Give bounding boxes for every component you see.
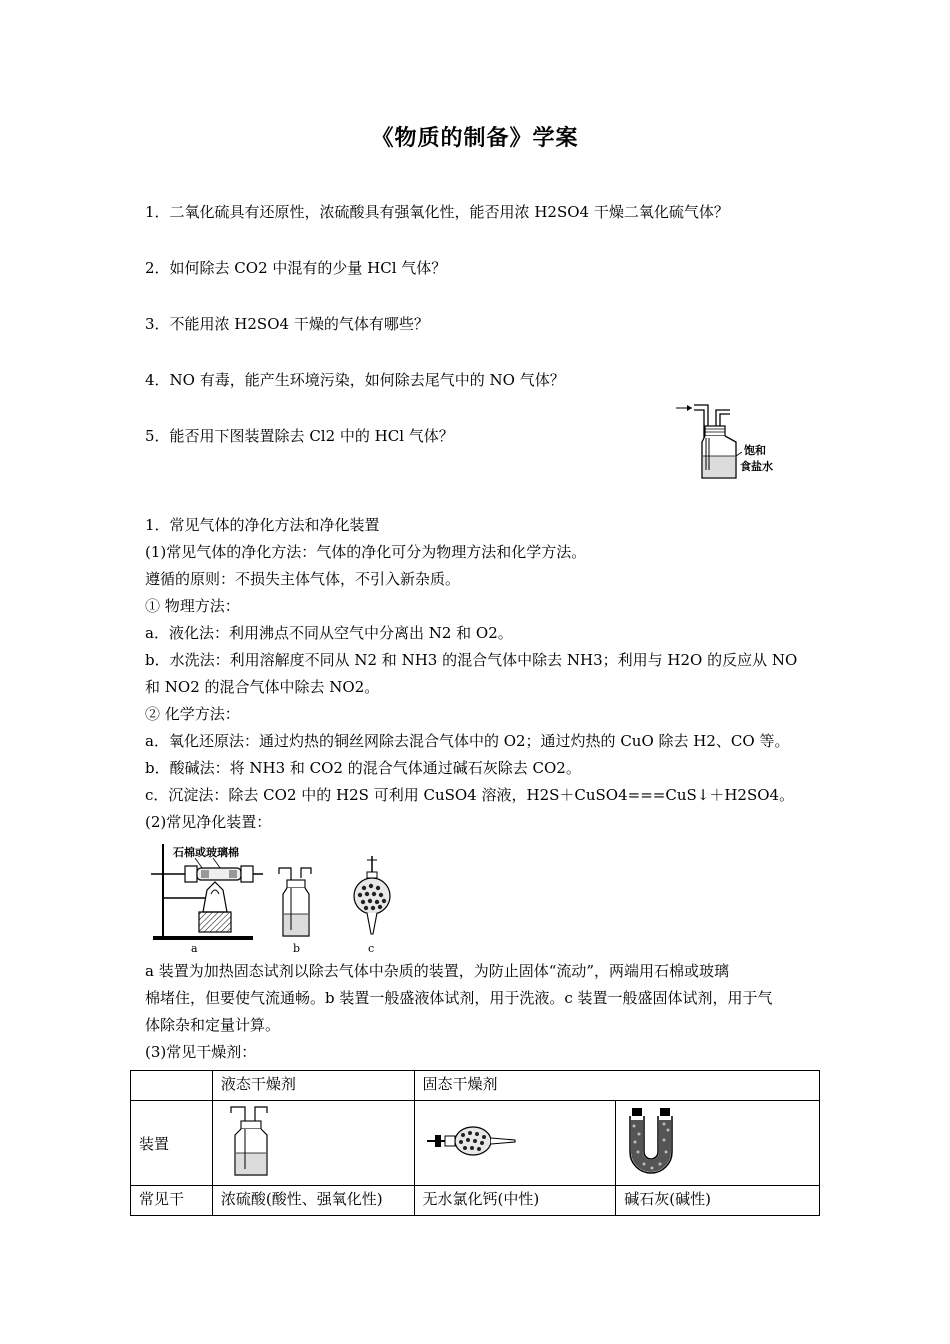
drying-agents-table <box>130 1070 820 1216</box>
wash-bottle-icon <box>221 1103 281 1179</box>
device-label-c: c <box>368 942 375 955</box>
bottle-label-2: 食盐水 <box>740 460 773 473</box>
question-4: 4．NO 有毒，能产生环境污染，如何除去尾气中的 NO 气体？ <box>145 371 565 389</box>
para-line: 棉堵住，但要使气流通畅。b 装置一般盛液体试剂，用于洗液。c 装置一般盛固体试剂，用于气 <box>145 989 773 1007</box>
body-line: (2)常见净化装置： <box>145 813 272 831</box>
body-line: a．氧化还原法：通过灼热的铜丝网除去混合气体中的 O2；通过灼热的 CuO 除去 H2、CO 等。 <box>145 732 790 750</box>
question-3: 3．不能用浓 H2SO4 干燥的气体有哪些？ <box>145 315 429 333</box>
purification-methods <box>145 512 815 836</box>
question-1: 1．二氧化硫具有还原性，浓硫酸具有强氧化性，能否用浓 H2SO4 干燥二氧化硫气体？ <box>145 203 729 221</box>
table-cell: 液态干燥剂 <box>212 1071 414 1101</box>
body-line: ① 物理方法： <box>145 597 240 615</box>
para-line: 体除杂和定量计算。 <box>145 1016 281 1034</box>
body-line: b．水洗法：利用溶解度不同从 N2 和 NH3 的混合气体中除去 NH3；利用与 H2O 的反应从 NO <box>145 651 798 669</box>
table-row <box>131 1186 820 1216</box>
bottle-label-1: 饱和 <box>744 444 766 457</box>
body-line: ② 化学方法： <box>145 705 240 723</box>
device-label-b: b <box>293 942 301 955</box>
body-line: 遵循的原则：不损失主体气体，不引入新杂质。 <box>145 570 461 588</box>
table-row <box>131 1071 820 1101</box>
body-line: c．沉淀法：除去 CO2 中的 H2S 可利用 CuSO4 溶液，H2S＋CuSO4===CuS↓＋H2SO4。 <box>145 786 795 804</box>
table-cell: 固态干燥剂 <box>414 1071 819 1101</box>
table-cell <box>131 1071 213 1101</box>
purification-devices-figure <box>145 838 395 956</box>
question-2: 2．如何除去 CO2 中混有的少量 HCl 气体？ <box>145 259 447 277</box>
table-cell: 常见干 <box>131 1186 213 1216</box>
body-line: 1．常见气体的净化方法和净化装置 <box>145 516 380 534</box>
para-line: (3)常见干燥剂： <box>145 1043 257 1061</box>
table-cell <box>212 1101 414 1186</box>
body-line: 和 NO2 的混合气体中除去 NO2。 <box>145 678 380 696</box>
table-row <box>131 1101 820 1186</box>
question-5: 5．能否用下图装置除去 Cl2 中的 HCl 气体？ <box>145 427 454 445</box>
body-line: a．液化法：利用沸点不同从空气中分离出 N2 和 O2。 <box>145 624 513 642</box>
drying-tube-icon <box>423 1121 523 1161</box>
device-description <box>145 958 815 1066</box>
body-line: b．酸碱法：将 NH3 和 CO2 的混合气体通过碱石灰除去 CO2。 <box>145 759 581 777</box>
wash-bottle-figure <box>672 398 792 488</box>
page-title: 《物质的制备》学案 <box>371 125 579 151</box>
table-cell: 浓硫酸(酸性、强氧化性) <box>212 1186 414 1216</box>
para-line: a 装置为加热固态试剂以除去气体中杂质的装置，为防止固体“流动”，两端用石棉或玻璃 <box>145 962 730 980</box>
device-top-label: 石棉或玻璃棉 <box>173 846 239 859</box>
table-cell: 装置 <box>131 1101 213 1186</box>
table-cell <box>414 1101 616 1186</box>
table-cell <box>616 1101 820 1186</box>
table-cell: 无水氯化钙(中性) <box>414 1186 616 1216</box>
u-tube-icon <box>624 1106 684 1176</box>
body-line: (1)常见气体的净化方法：气体的净化可分为物理方法和化学方法。 <box>145 543 587 561</box>
device-label-a: a <box>191 942 198 955</box>
table-cell: 碱石灰(碱性) <box>616 1186 820 1216</box>
